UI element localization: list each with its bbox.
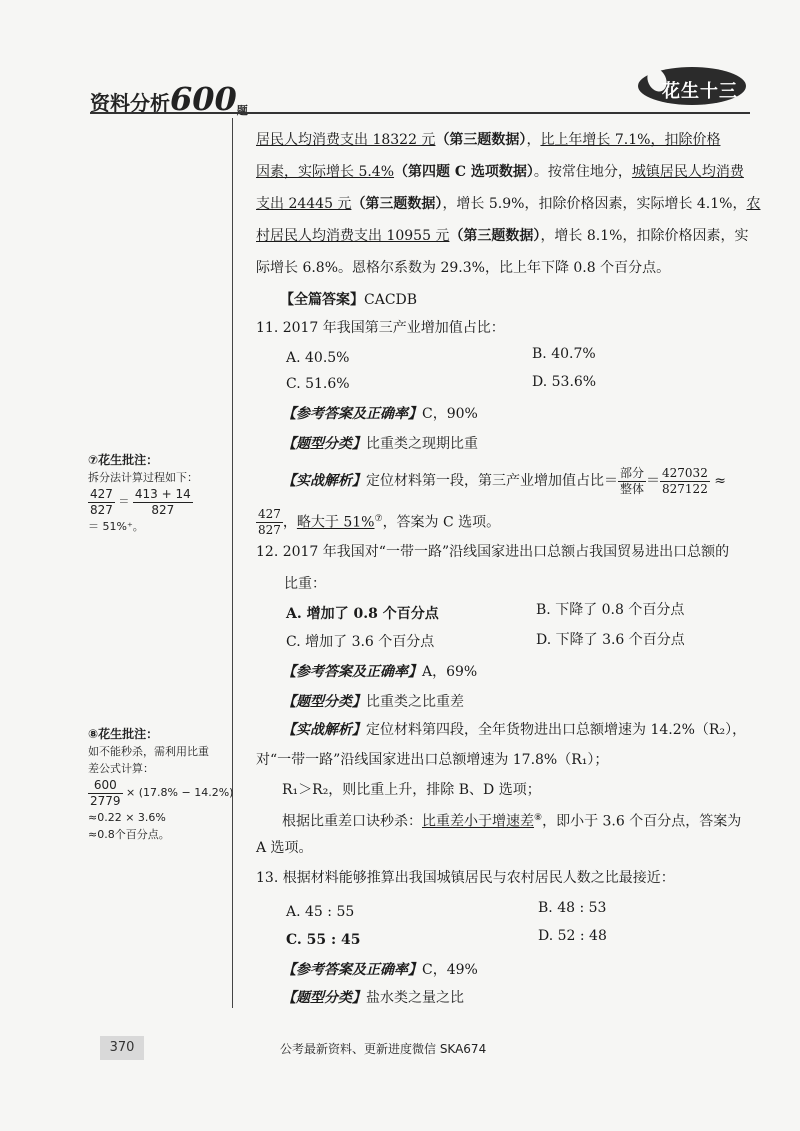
footer-text: 公考最新资料、更新进度微信 SKA674 — [280, 1042, 487, 1056]
side-note-8-line-5: ≈0.8个百分点。 — [88, 828, 170, 841]
side-note-7 — [88, 452, 198, 535]
column-divider — [232, 118, 233, 1008]
q11-solution: 【实战解析】定位材料第一段，第三产业增加值占比＝ $\frac{\text{部分}}{\text{整体}}$ ＝ $\frac{427032}{827122}$ ≈ — [282, 465, 727, 496]
brand-logo-text: 花生十三 — [662, 81, 738, 102]
para-line-1: 居民人均消费支出 18322 元（第三题数据），比上年增长 7.1%，扣除价格 — [256, 132, 721, 148]
para-line-2: 因素，实际增长 5.4%（第四题 C 选项数据）。按常住地分，城镇居民人均消费 — [256, 164, 744, 180]
q11-solution-cont: $\frac{427}{827}$ ，略大于 51%⑦，答案为 C 选项。 — [258, 507, 501, 538]
book-title-text: 资料分析 — [90, 91, 170, 115]
q13-question-type: 【题型分类】盐水类之量之比 — [282, 990, 464, 1006]
all-answers: 【全篇答案】CACDB — [280, 292, 418, 308]
q11-stem: 11. 2017 年我国第三产业增加值占比： — [256, 320, 505, 336]
q12-solution-1: 【实战解析】定位材料第四段，全年货物进出口总额增速为 14.2%（R₂）， — [282, 722, 747, 738]
side-note-7-result: ＝ 51%⁺。 — [88, 520, 144, 533]
q11-option-a: A. 40.5% — [286, 350, 350, 366]
book-title-suffix: 题 — [236, 104, 248, 117]
q12-question-type: 【题型分类】比重类之比重差 — [282, 694, 464, 710]
q11-reference-answer: 【参考答案及正确率】C，90% — [282, 406, 478, 422]
side-note-7-title: ⑦花生批注： — [88, 453, 159, 467]
q12-stem-2: 比重： — [284, 576, 326, 592]
para-line-3: 支出 24445 元（第三题数据），增长 5.9%，扣除价格因素，实际增长 4.1%，农 — [256, 196, 761, 212]
side-note-8-line-1: 如不能秒杀，需利用比重 — [88, 745, 209, 758]
q12-stem-1: 12. 2017 年我国对“一带一路”沿线国家进出口总额占我国贸易进出口总额的 — [256, 544, 730, 560]
q12-option-d: D. 下降了 3.6 个百分点 — [536, 632, 685, 648]
q12-solution-2: 对“一带一路”沿线国家进出口总额增速为 17.8%（R₁）； — [256, 752, 609, 768]
para-line-5: 际增长 6.8%。恩格尔系数为 29.3%，比上年下降 0.8 个百分点。 — [256, 260, 671, 276]
side-note-7-line: 拆分法计算过程如下： — [88, 471, 198, 484]
para-line-4: 村居民人均消费支出 10955 元（第三题数据），增长 8.1%，扣除价格因素，实 — [256, 228, 749, 244]
side-note-8-title: ⑧花生批注： — [88, 727, 159, 741]
header-rule — [90, 112, 750, 114]
side-note-8-formula: $\frac{600}{2779}$ × (17.8% − 14.2%) — [90, 777, 234, 808]
q11-option-d: D. 53.6% — [532, 374, 597, 390]
q12-option-c: C. 增加了 3.6 个百分点 — [286, 634, 435, 650]
q13-option-d: D. 52 : 48 — [538, 928, 607, 944]
side-note-8-line-2: 差公式计算： — [88, 762, 154, 775]
q11-option-b: B. 40.7% — [532, 346, 596, 362]
side-note-8-line-4: ≈0.22 × 3.6% — [88, 811, 166, 824]
q13-option-a: A. 45 : 55 — [286, 904, 355, 920]
q13-stem: 13. 根据材料能够推算出我国城镇居民与农村居民人数之比最接近： — [256, 870, 675, 886]
q13-option-b: B. 48 : 53 — [538, 900, 607, 916]
q12-solution-3: R₁＞R₂，则比重上升，排除 B、D 选项； — [282, 782, 541, 798]
page-number: 370 — [100, 1036, 144, 1060]
q13-option-c: C. 55 : 45 — [286, 932, 361, 948]
q12-solution-5: A 选项。 — [256, 840, 313, 856]
q12-option-b: B. 下降了 0.8 个百分点 — [536, 602, 685, 618]
q11-option-c: C. 51.6% — [286, 376, 350, 392]
q12-solution-4: 根据比重差口诀秒杀：比重差小于增速差⑧，即小于 3.6 个百分点，答案为 — [282, 813, 742, 830]
q12-reference-answer: 【参考答案及正确率】A，69% — [282, 664, 478, 680]
side-note-7-formula: $\frac{427}{827}$ ＝ $\frac{413 + 14}{827}$ — [90, 486, 191, 517]
q12-option-a: A. 增加了 0.8 个百分点 — [286, 606, 439, 622]
book-title-number: 600 — [170, 80, 237, 118]
side-note-8 — [88, 726, 233, 843]
q11-question-type: 【题型分类】比重类之现期比重 — [282, 436, 478, 452]
q13-reference-answer: 【参考答案及正确率】C，49% — [282, 962, 478, 978]
